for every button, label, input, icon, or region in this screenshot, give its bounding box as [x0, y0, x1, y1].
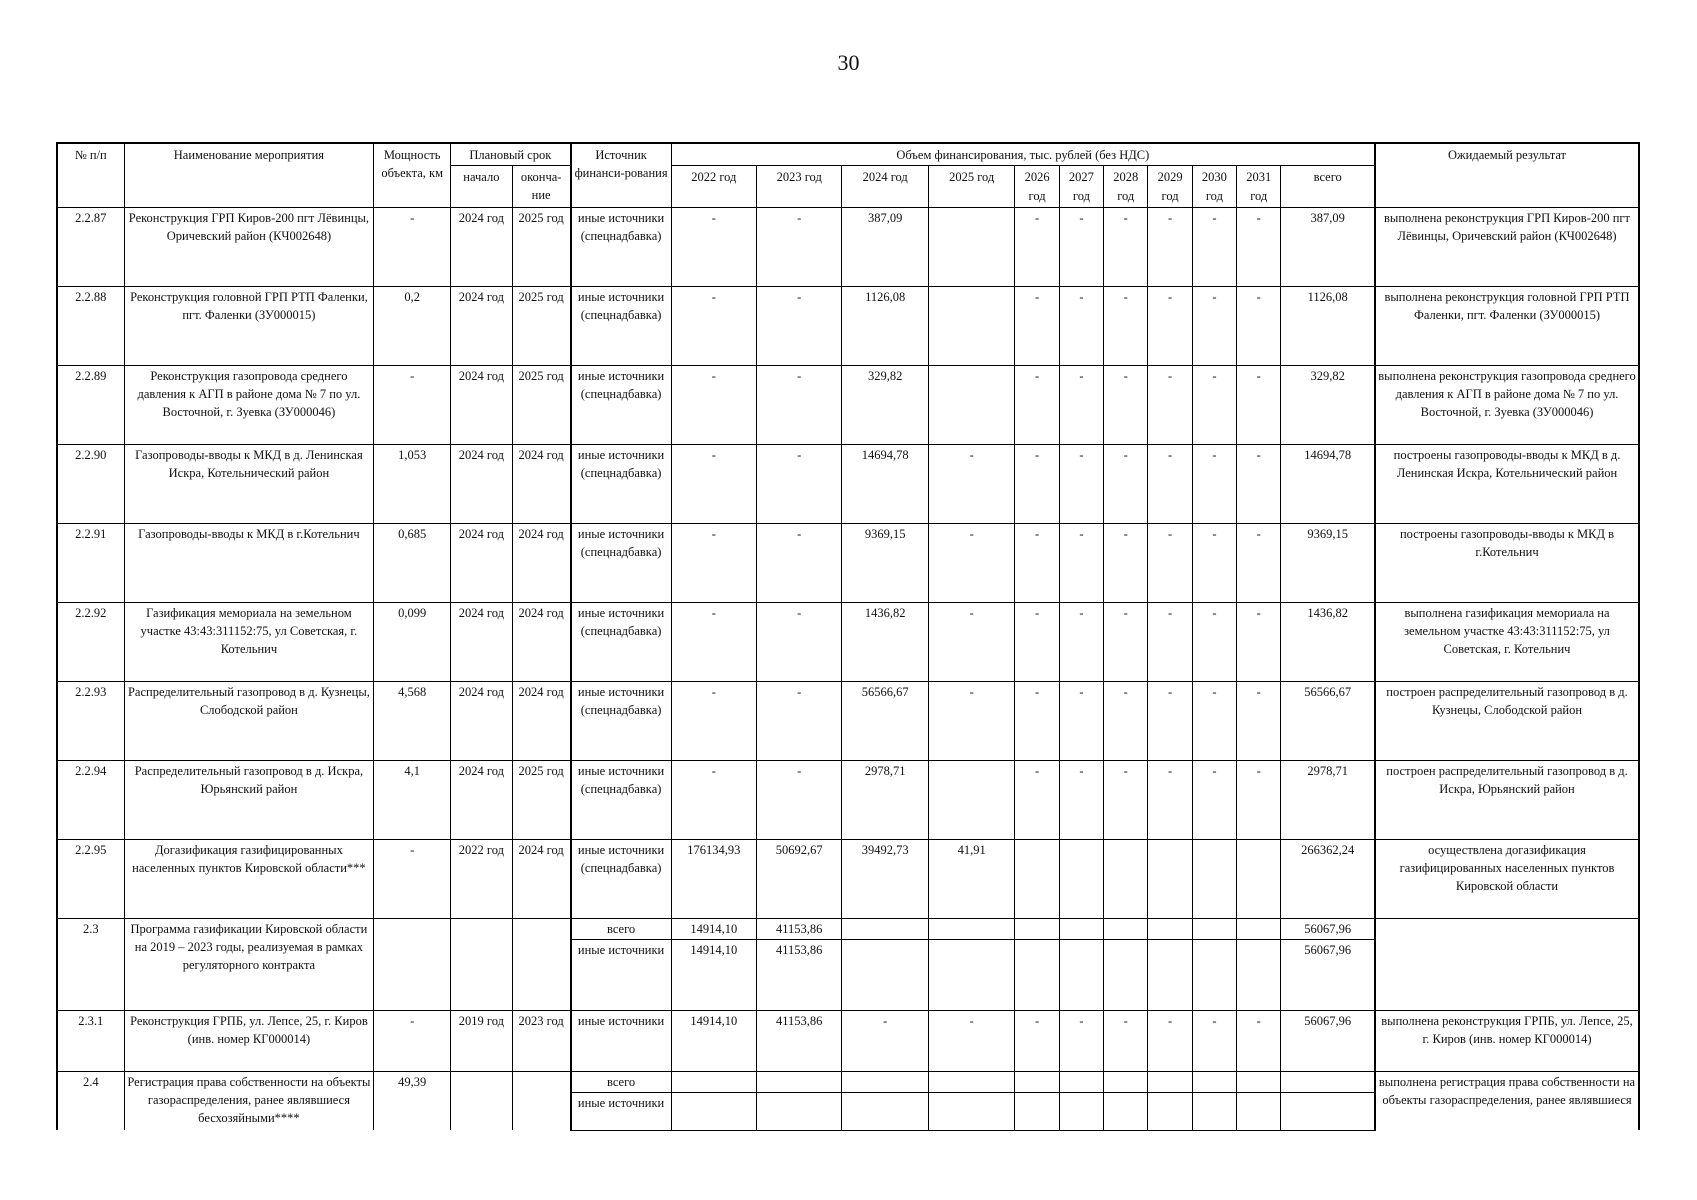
row-end — [512, 918, 570, 1010]
value-2022: - — [671, 760, 756, 839]
value-2025 — [928, 760, 1015, 839]
value-2024: 2978,71 — [842, 760, 929, 839]
value-2028: - — [1104, 681, 1148, 760]
value-2029: - — [1148, 444, 1192, 523]
value-2023: - — [757, 286, 842, 365]
header-year-2029: 2029 год — [1148, 166, 1192, 208]
value-2031 — [1237, 918, 1281, 939]
row-num: 2.2.95 — [57, 839, 124, 918]
row-end: 2024 год — [512, 602, 570, 681]
row-name: Реконструкция ГРПБ, ул. Лепсе, 25, г. Киров (инв. номер КГ000014) — [124, 1010, 374, 1071]
value-2031: - — [1237, 1010, 1281, 1071]
header-year-2027: 2027 год — [1059, 166, 1103, 208]
row-source: всего — [571, 1071, 672, 1092]
row-result: построен распределительный газопровод в д. Искра, Юрьянский район — [1375, 760, 1639, 839]
header-year-2030: 2030 год — [1192, 166, 1236, 208]
value-2022: - — [671, 207, 756, 286]
value-2031: - — [1237, 365, 1281, 444]
value-2025 — [928, 207, 1015, 286]
value-2029 — [1148, 839, 1192, 918]
value-2029: - — [1148, 523, 1192, 602]
row-num: 2.3 — [57, 918, 124, 1010]
value-2031 — [1237, 1092, 1281, 1130]
row-name: Газопроводы-вводы к МКД в г.Котельнич — [124, 523, 374, 602]
value-2028: - — [1104, 523, 1148, 602]
table-row — [57, 207, 1639, 286]
row-source: иные источники (спецнадбавка) — [571, 286, 672, 365]
value-2031 — [1237, 839, 1281, 918]
value-2029 — [1148, 1071, 1192, 1092]
row-start: 2022 год — [451, 839, 513, 918]
table-row — [57, 523, 1639, 602]
value-2024: 56566,67 — [842, 681, 929, 760]
value-2028 — [1104, 1071, 1148, 1092]
value-total: 2978,71 — [1281, 760, 1375, 839]
row-source: иные источники (спецнадбавка) — [571, 760, 672, 839]
row-result: выполнена реконструкция газопровода среднего давления к АГП в районе дома № 7 по ул. Восточной, г. Зуевка (ЗУ000046) — [1375, 365, 1639, 444]
row-num: 2.2.92 — [57, 602, 124, 681]
value-2022: - — [671, 681, 756, 760]
row-source: иные источники — [571, 1092, 672, 1130]
row-end: 2023 год — [512, 1010, 570, 1071]
row-source: всего — [571, 918, 672, 939]
value-2031: - — [1237, 207, 1281, 286]
table-row — [57, 760, 1639, 839]
value-2026 — [1015, 939, 1059, 1010]
value-2025: - — [928, 681, 1015, 760]
value-2025 — [928, 286, 1015, 365]
table-row — [57, 839, 1639, 918]
value-2028: - — [1104, 1010, 1148, 1071]
value-2030 — [1192, 1071, 1236, 1092]
value-2031: - — [1237, 286, 1281, 365]
value-2026 — [1015, 1071, 1059, 1092]
row-2-3-1 — [57, 1010, 1639, 1071]
value-2025: - — [928, 1010, 1015, 1071]
value-2024: 1436,82 — [842, 602, 929, 681]
value-2022: 176134,93 — [671, 839, 756, 918]
value-2030: - — [1192, 1010, 1236, 1071]
row-source: иные источники (спецнадбавка) — [571, 207, 672, 286]
header-year-2024: 2024 год — [842, 166, 929, 208]
value-2027: - — [1059, 1010, 1103, 1071]
row-result: осуществлена догазификация газифицированных населенных пунктов Кировской области — [1375, 839, 1639, 918]
row-num: 2.2.87 — [57, 207, 124, 286]
value-2027 — [1059, 918, 1103, 939]
value-2026 — [1015, 839, 1059, 918]
row-num: 2.2.93 — [57, 681, 124, 760]
row-power: 0,685 — [374, 523, 451, 602]
row-power: - — [374, 365, 451, 444]
value-total: 266362,24 — [1281, 839, 1375, 918]
value-total: 56067,96 — [1281, 939, 1375, 1010]
row-source: иные источники — [571, 1010, 672, 1071]
value-2025 — [928, 918, 1015, 939]
row-power: - — [374, 207, 451, 286]
value-2030 — [1192, 1092, 1236, 1130]
row-source: иные источники (спецнадбавка) — [571, 444, 672, 523]
section-2-3-row-1 — [57, 918, 1639, 939]
value-2028: - — [1104, 286, 1148, 365]
table-row — [57, 602, 1639, 681]
value-2027: - — [1059, 602, 1103, 681]
value-2029 — [1148, 1092, 1192, 1130]
row-source: иные источники (спецнадбавка) — [571, 681, 672, 760]
value-total — [1281, 1071, 1375, 1092]
value-total: 56566,67 — [1281, 681, 1375, 760]
value-2023 — [757, 1092, 842, 1130]
value-2030 — [1192, 918, 1236, 939]
value-2026: - — [1015, 523, 1059, 602]
value-2028: - — [1104, 602, 1148, 681]
value-2022: - — [671, 444, 756, 523]
row-source: иные источники (спецнадбавка) — [571, 602, 672, 681]
row-name: Газопроводы-вводы к МКД в д. Ленинская Искра, Котельнический район — [124, 444, 374, 523]
header-result: Ожидаемый результат — [1375, 143, 1639, 207]
row-start: 2019 год — [451, 1010, 513, 1071]
section-2-4-row-1 — [57, 1071, 1639, 1092]
row-result: выполнена реконструкция ГРПБ, ул. Лепсе, 25, г. Киров (инв. номер КГ000014) — [1375, 1010, 1639, 1071]
value-2027: - — [1059, 760, 1103, 839]
row-name: Реконструкция газопровода среднего давления к АГП в районе дома № 7 по ул. Восточной, г. Зуевка (ЗУ000046) — [124, 365, 374, 444]
header-volume: Объем финансирования, тыс. рублей (без НДС) — [671, 143, 1375, 166]
value-2031: - — [1237, 602, 1281, 681]
value-total — [1281, 1092, 1375, 1130]
value-2027: - — [1059, 681, 1103, 760]
value-2023: - — [757, 207, 842, 286]
row-power: 0,099 — [374, 602, 451, 681]
value-2024: - — [842, 1010, 929, 1071]
row-start: 2024 год — [451, 286, 513, 365]
value-2027 — [1059, 939, 1103, 1010]
value-2023: 41153,86 — [757, 1010, 842, 1071]
value-2024: 39492,73 — [842, 839, 929, 918]
row-power: 0,2 — [374, 286, 451, 365]
value-2030: - — [1192, 365, 1236, 444]
value-2025 — [928, 1071, 1015, 1092]
value-2025 — [928, 1092, 1015, 1130]
value-2025: 41,91 — [928, 839, 1015, 918]
value-2026: - — [1015, 365, 1059, 444]
value-2025 — [928, 939, 1015, 1010]
row-start: 2024 год — [451, 681, 513, 760]
value-2023: - — [757, 444, 842, 523]
value-2024 — [842, 1092, 929, 1130]
row-end: 2024 год — [512, 444, 570, 523]
value-2028: - — [1104, 760, 1148, 839]
value-2030: - — [1192, 286, 1236, 365]
row-power — [374, 918, 451, 1010]
row-start: 2024 год — [451, 523, 513, 602]
value-2029: - — [1148, 602, 1192, 681]
value-2025: - — [928, 602, 1015, 681]
value-2024: 329,82 — [842, 365, 929, 444]
row-end — [512, 1071, 570, 1130]
value-total: 1436,82 — [1281, 602, 1375, 681]
value-2029 — [1148, 939, 1192, 1010]
value-total: 56067,96 — [1281, 1010, 1375, 1071]
row-power: 4,1 — [374, 760, 451, 839]
value-2022: 14914,10 — [671, 918, 756, 939]
value-2030: - — [1192, 444, 1236, 523]
value-2031: - — [1237, 523, 1281, 602]
row-name: Программа газификации Кировской области на 2019 – 2023 годы, реализуемая в рамках регуляторного контракта — [124, 918, 374, 1010]
row-power: 49,39 — [374, 1071, 451, 1130]
row-result: выполнена реконструкция ГРП Киров-200 пгт Лёвинцы, Оричевский район (КЧ002648) — [1375, 207, 1639, 286]
financing-table — [56, 142, 1640, 1131]
value-2031 — [1237, 1071, 1281, 1092]
value-2023: - — [757, 602, 842, 681]
row-power: 4,568 — [374, 681, 451, 760]
row-result: выполнена газификация мемориала на земельном участке 43:43:311152:75, ул Советская, г. Котельнич — [1375, 602, 1639, 681]
value-2027: - — [1059, 286, 1103, 365]
value-2026: - — [1015, 681, 1059, 760]
value-2027: - — [1059, 365, 1103, 444]
header-name: Наименование мероприятия — [124, 143, 374, 207]
row-end: 2025 год — [512, 207, 570, 286]
row-start: 2024 год — [451, 207, 513, 286]
row-power: - — [374, 1010, 451, 1071]
value-2024 — [842, 918, 929, 939]
value-total: 1126,08 — [1281, 286, 1375, 365]
row-result — [1375, 918, 1639, 1010]
value-2023 — [757, 1071, 842, 1092]
value-2022: 14914,10 — [671, 1010, 756, 1071]
row-result: построен распределительный газопровод в д. Кузнецы, Слободской район — [1375, 681, 1639, 760]
value-2022 — [671, 1071, 756, 1092]
header-year-2026: 2026 год — [1015, 166, 1059, 208]
value-total: 329,82 — [1281, 365, 1375, 444]
value-2022: - — [671, 365, 756, 444]
value-2026 — [1015, 918, 1059, 939]
value-2028: - — [1104, 365, 1148, 444]
value-2025: - — [928, 523, 1015, 602]
value-2027 — [1059, 1071, 1103, 1092]
value-2024: 387,09 — [842, 207, 929, 286]
header-year-2023: 2023 год — [757, 166, 842, 208]
value-2029: - — [1148, 207, 1192, 286]
value-2028 — [1104, 939, 1148, 1010]
value-2023: - — [757, 760, 842, 839]
row-start: 2024 год — [451, 365, 513, 444]
value-2027 — [1059, 839, 1103, 918]
table-row — [57, 681, 1639, 760]
value-2023: 41153,86 — [757, 939, 842, 1010]
row-source: иные источники — [571, 939, 672, 1010]
row-start: 2024 год — [451, 444, 513, 523]
row-power: - — [374, 839, 451, 918]
header-power: Мощность объекта, км — [374, 143, 451, 207]
header-start: начало — [451, 166, 513, 208]
row-result: построены газопроводы-вводы к МКД в г.Котельнич — [1375, 523, 1639, 602]
value-2031: - — [1237, 681, 1281, 760]
value-2026: - — [1015, 602, 1059, 681]
value-2025 — [928, 365, 1015, 444]
value-2027: - — [1059, 523, 1103, 602]
row-result: выполнена реконструкция головной ГРП РТП Фаленки, пгт. Фаленки (ЗУ000015) — [1375, 286, 1639, 365]
row-num: 2.2.94 — [57, 760, 124, 839]
row-end: 2024 год — [512, 839, 570, 918]
row-start: 2024 год — [451, 602, 513, 681]
row-end: 2025 год — [512, 760, 570, 839]
value-2024 — [842, 1071, 929, 1092]
value-2024: 14694,78 — [842, 444, 929, 523]
value-2024: 9369,15 — [842, 523, 929, 602]
row-end: 2024 год — [512, 523, 570, 602]
value-2022 — [671, 1092, 756, 1130]
value-2023: 41153,86 — [757, 918, 842, 939]
value-2028 — [1104, 839, 1148, 918]
header-row-1 — [57, 143, 1639, 166]
row-num: 2.3.1 — [57, 1010, 124, 1071]
value-2030: - — [1192, 760, 1236, 839]
financing-table-container — [56, 142, 1640, 1131]
row-result: построены газопроводы-вводы к МКД в д. Ленинская Искра, Котельнический район — [1375, 444, 1639, 523]
row-power: 1,053 — [374, 444, 451, 523]
row-name: Распределительный газопровод в д. Кузнецы, Слободской район — [124, 681, 374, 760]
row-name: Реконструкция ГРП Киров-200 пгт Лёвинцы, Оричевский район (КЧ002648) — [124, 207, 374, 286]
row-source: иные источники (спецнадбавка) — [571, 523, 672, 602]
row-start — [451, 1071, 513, 1130]
value-2030 — [1192, 839, 1236, 918]
value-2027 — [1059, 1092, 1103, 1130]
value-2028: - — [1104, 207, 1148, 286]
row-name: Распределительный газопровод в д. Искра, Юрьянский район — [124, 760, 374, 839]
row-start — [451, 918, 513, 1010]
value-2028 — [1104, 1092, 1148, 1130]
row-end: 2025 год — [512, 365, 570, 444]
value-total: 14694,78 — [1281, 444, 1375, 523]
value-2028 — [1104, 918, 1148, 939]
value-2029: - — [1148, 681, 1192, 760]
row-num: 2.2.90 — [57, 444, 124, 523]
value-2026 — [1015, 1092, 1059, 1130]
row-num: 2.2.88 — [57, 286, 124, 365]
value-total: 56067,96 — [1281, 918, 1375, 939]
value-2029: - — [1148, 286, 1192, 365]
table-row — [57, 365, 1639, 444]
header-year-2022: 2022 год — [671, 166, 756, 208]
value-2029: - — [1148, 760, 1192, 839]
row-name: Догазификация газифицированных населенных пунктов Кировской области*** — [124, 839, 374, 918]
value-2022: - — [671, 523, 756, 602]
row-num: 2.2.89 — [57, 365, 124, 444]
value-2029: - — [1148, 365, 1192, 444]
value-2023: - — [757, 681, 842, 760]
value-2023: - — [757, 523, 842, 602]
value-2026: - — [1015, 207, 1059, 286]
row-end: 2025 год — [512, 286, 570, 365]
row-name: Регистрация права собственности на объекты газораспределения, ранее являвшиеся бесхозяйными**** — [124, 1071, 374, 1130]
row-source: иные источники (спецнадбавка) — [571, 839, 672, 918]
value-total: 9369,15 — [1281, 523, 1375, 602]
row-source: иные источники (спецнадбавка) — [571, 365, 672, 444]
header-year-2028: 2028 год — [1104, 166, 1148, 208]
table-row — [57, 444, 1639, 523]
table-row — [57, 286, 1639, 365]
value-2025: - — [928, 444, 1015, 523]
value-2028: - — [1104, 444, 1148, 523]
value-2031 — [1237, 939, 1281, 1010]
value-2023: 50692,67 — [757, 839, 842, 918]
value-2026: - — [1015, 286, 1059, 365]
header-year-2025: 2025 год — [928, 166, 1015, 208]
row-result: выполнена регистрация права собственности на объекты газораспределения, ранее являвшиеся — [1375, 1071, 1639, 1130]
value-2029 — [1148, 918, 1192, 939]
header-total: всего — [1281, 166, 1375, 208]
value-2031: - — [1237, 444, 1281, 523]
value-2022: 14914,10 — [671, 939, 756, 1010]
header-plan-term: Плановый срок — [451, 143, 571, 166]
value-2030 — [1192, 939, 1236, 1010]
value-2022: - — [671, 602, 756, 681]
value-2029: - — [1148, 1010, 1192, 1071]
value-2030: - — [1192, 681, 1236, 760]
row-name: Газификация мемориала на земельном участке 43:43:311152:75, ул Советская, г. Котельнич — [124, 602, 374, 681]
page-number: 30 — [837, 50, 860, 75]
value-2023: - — [757, 365, 842, 444]
value-2024 — [842, 939, 929, 1010]
header-source: Источник финанси-рования — [571, 143, 672, 207]
row-start: 2024 год — [451, 760, 513, 839]
value-2027: - — [1059, 444, 1103, 523]
row-num: 2.2.91 — [57, 523, 124, 602]
header-end: оконча-ние — [512, 166, 570, 208]
value-2026: - — [1015, 1010, 1059, 1071]
row-num: 2.4 — [57, 1071, 124, 1130]
value-2030: - — [1192, 602, 1236, 681]
value-2027: - — [1059, 207, 1103, 286]
value-2024: 1126,08 — [842, 286, 929, 365]
value-2022: - — [671, 286, 756, 365]
row-end: 2024 год — [512, 681, 570, 760]
value-2030: - — [1192, 523, 1236, 602]
value-2030: - — [1192, 207, 1236, 286]
value-total: 387,09 — [1281, 207, 1375, 286]
value-2026: - — [1015, 444, 1059, 523]
header-num: № п/п — [57, 143, 124, 207]
value-2026: - — [1015, 760, 1059, 839]
header-year-2031: 2031 год — [1237, 166, 1281, 208]
value-2031: - — [1237, 760, 1281, 839]
row-name: Реконструкция головной ГРП РТП Фаленки, пгт. Фаленки (ЗУ000015) — [124, 286, 374, 365]
